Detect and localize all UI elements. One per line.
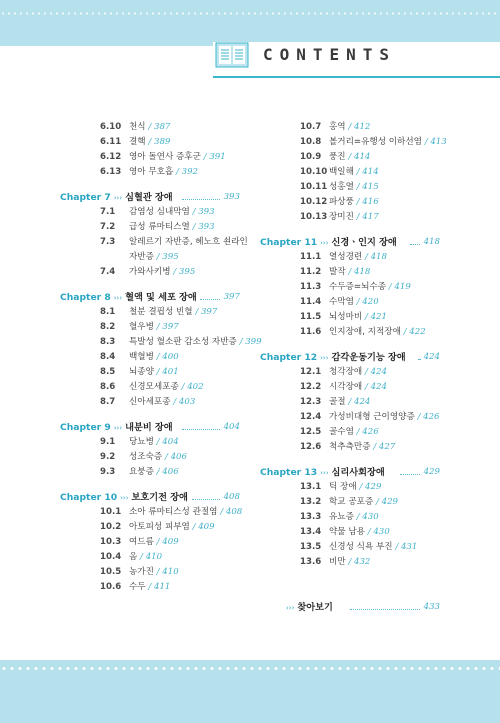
toc-entry[interactable]: 12.3 골절 / 424: [260, 395, 440, 410]
toc-entry[interactable]: 6.12 영아 돌연사 증후군 / 391: [60, 150, 240, 165]
toc-entry[interactable]: 12.6 척추측만증 / 427: [260, 440, 440, 455]
entry-title: 알레르기 자반증, 헤노흐 쇤라인: [129, 237, 248, 247]
index-heading[interactable]: ››› 찾아보기 433: [286, 602, 440, 613]
toc-entry[interactable]: 7.2 급성 류마티스열 / 393: [60, 220, 240, 235]
toc-entry[interactable]: 8.3 특발성 혈소판 감소성 자반증 / 399: [60, 335, 240, 350]
toc-left-column: [60, 120, 262, 595]
toc-entry[interactable]: 12.1 청각장애 / 424: [260, 365, 440, 380]
toc-entry[interactable]: 11.6 인지장애, 지적장애 / 422: [260, 325, 440, 340]
entry-page: 421: [370, 312, 387, 322]
entry-number: 13.1: [300, 482, 322, 492]
entry-page: 415: [362, 182, 379, 192]
leader-dots: [192, 499, 220, 500]
entry-page: 402: [187, 382, 204, 392]
entry-number: 8.3: [100, 337, 116, 347]
entry-number: 8.1: [100, 307, 116, 317]
entry-number: 12.2: [300, 382, 322, 392]
index-page: 433: [423, 602, 440, 612]
entry-number: 8.5: [100, 367, 116, 377]
entry-title: 수두증=뇌수종: [329, 282, 387, 292]
entry-number: 8.2: [100, 322, 116, 332]
entry-page: 416: [362, 197, 379, 207]
entry-page: 420: [362, 297, 379, 307]
entry-page: 392: [181, 167, 199, 177]
entry-page: 432: [353, 557, 371, 567]
toc-entry[interactable]: 10.1 소아 류마티스성 관절염 / 408: [60, 505, 240, 520]
toc-entry-continued[interactable]: 자반증 / 395: [129, 252, 179, 262]
chapter-label: Chapter 9: [60, 422, 111, 433]
entry-title: 골수염: [329, 427, 354, 437]
toc-entry[interactable]: 10.11 성홍열 / 415: [260, 180, 440, 195]
page-title: CONTENTS: [263, 45, 397, 64]
entry-page: 424: [353, 397, 371, 407]
entry-page: 408: [225, 507, 243, 517]
toc-entry[interactable]: 9.3 요붕증 / 406: [60, 465, 240, 480]
entry-number: 11.3: [300, 282, 322, 292]
toc-entry[interactable]: 10.7 홍역 / 412: [260, 120, 440, 135]
entry-page: 424: [370, 367, 387, 377]
entry-title: 수두: [129, 582, 146, 592]
entry-title: 발작: [329, 267, 346, 277]
toc-entry[interactable]: 7.1 감염성 심내막염 / 393: [60, 205, 240, 220]
chapter-label: Chapter 11: [260, 237, 318, 248]
entry-number: 7.3: [100, 237, 116, 247]
toc-entry[interactable]: 11.5 뇌성마비 / 421: [260, 310, 440, 325]
entry-number: 12.3: [300, 397, 322, 407]
entry-page: 418: [370, 252, 387, 262]
entry-page: 426: [423, 412, 440, 422]
entry-number: 10.7: [300, 122, 322, 132]
chapter-title: 심혈관 장애: [125, 192, 173, 203]
entry-title: 유뇨증: [329, 512, 354, 522]
entry-title: 열성경련: [329, 252, 363, 262]
entry-title: 홍역: [329, 122, 346, 132]
chapter-heading[interactable]: Chapter 10 ››› 보호기전 장애 408: [60, 492, 240, 503]
chapter-label: Chapter 13: [260, 467, 318, 478]
entry-page: 414: [353, 152, 371, 162]
entry-title: 영아 무호흡: [129, 167, 174, 177]
entry-number: 8.4: [100, 352, 116, 362]
leader-dots: [350, 609, 420, 610]
entry-title: 장미진: [329, 212, 354, 222]
entry-number: 10.6: [100, 582, 122, 592]
chapter-heading[interactable]: Chapter 11 ››› 신경ㆍ인지 장애 418: [260, 237, 440, 248]
entry-page: 419: [394, 282, 411, 292]
entry-number: 7.2: [100, 222, 116, 232]
entry-title: 요붕증: [129, 467, 154, 477]
entry-number: 11.2: [300, 267, 322, 277]
toc-entry[interactable]: 10.3 여드름 / 409: [60, 535, 240, 550]
entry-number: 12.1: [300, 367, 322, 377]
entry-number: 13.3: [300, 512, 322, 522]
entry-page: 389: [153, 137, 171, 147]
entry-title: 청각장애: [329, 367, 363, 377]
toc-entry[interactable]: 13.3 유뇨증 / 430: [260, 510, 440, 525]
leader-dots: [200, 299, 220, 300]
entry-number: 10.10: [300, 167, 328, 177]
chapter-title: 감각운동기능 장애: [331, 352, 406, 363]
entry-title: 옴: [129, 552, 138, 562]
entry-page: 414: [362, 167, 379, 177]
entry-number: 12.5: [300, 427, 322, 437]
toc-entry[interactable]: 10.5 농가진 / 410: [60, 565, 240, 580]
entry-title: 여드름: [129, 537, 154, 547]
toc-entry[interactable]: 8.1 철분 결핍성 빈혈 / 397: [60, 305, 240, 320]
toc-entry[interactable]: 11.1 열성경련 / 418: [260, 250, 440, 265]
toc-entry[interactable]: 11.4 수막염 / 420: [260, 295, 440, 310]
toc-entry[interactable]: 13.2 학교 공포증 / 429: [260, 495, 440, 510]
chapter-title: 혈액 및 세포 장애: [125, 292, 197, 303]
entry-number: 11.6: [300, 327, 322, 337]
chapter-label: Chapter 10: [60, 492, 118, 503]
toc-entry[interactable]: 6.11 결핵 / 389: [60, 135, 240, 150]
entry-page: 429: [365, 482, 382, 492]
entry-page: 397: [200, 307, 218, 317]
entry-title: 뇌종양: [129, 367, 154, 377]
entry-page: 411: [153, 582, 171, 592]
toc-entry[interactable]: 8.2 혈우병 / 397: [60, 320, 240, 335]
entry-title: 약물 남용: [329, 527, 365, 537]
entry-number: 10.13: [300, 212, 328, 222]
entry-number: 11.5: [300, 312, 322, 322]
toc-entry[interactable]: 10.8 볼거리=유행성 이하선염 / 413: [260, 135, 440, 150]
bottom-band-dots: [0, 666, 500, 671]
entry-title: 인지장애, 지적장애: [329, 327, 401, 337]
entry-number: 9.2: [100, 452, 116, 462]
toc-entry[interactable]: 8.5 뇌종양 / 401: [60, 365, 240, 380]
entry-page: 391: [209, 152, 226, 162]
entry-page: 417: [362, 212, 379, 222]
entry-page: 413: [430, 137, 447, 147]
entry-number: 9.1: [100, 437, 116, 447]
toc-entry[interactable]: 8.7 신아세포종 / 403: [60, 395, 240, 410]
toc-entry[interactable]: 10.4 옴 / 410: [60, 550, 240, 565]
toc-entry[interactable]: 8.6 신경모세포종 / 402: [60, 380, 240, 395]
toc-entry[interactable]: 9.2 성조숙증 / 406: [60, 450, 240, 465]
entry-number: 10.1: [100, 507, 122, 517]
entry-number: 13.5: [300, 542, 322, 552]
chapter-heading[interactable]: Chapter 9 ››› 내분비 장애 404: [60, 422, 240, 433]
entry-number: 10.12: [300, 197, 328, 207]
entry-number: 6.12: [100, 152, 122, 162]
entry-number: 13.2: [300, 497, 322, 507]
entry-page: 395: [162, 252, 179, 262]
toc-entry[interactable]: 12.2 시각장애 / 424: [260, 380, 440, 395]
entry-page: 401: [162, 367, 179, 377]
chapter-page: 397: [223, 292, 240, 302]
entry-title: 풍진: [329, 152, 346, 162]
entry-number: 6.13: [100, 167, 122, 177]
toc-entry[interactable]: 10.9 풍진 / 414: [260, 150, 440, 165]
entry-page: 430: [373, 527, 390, 537]
chapter-label: Chapter 8: [60, 292, 111, 303]
chapter-page: 429: [423, 467, 440, 477]
entry-number: 6.11: [100, 137, 122, 147]
chapter-title: 심리사회장애: [331, 467, 385, 478]
entry-page: 424: [370, 382, 387, 392]
entry-number: 10.3: [100, 537, 122, 547]
entry-title: 가성비대형 근이영양증: [329, 412, 415, 422]
entry-number: 13.4: [300, 527, 322, 537]
chapter-heading[interactable]: Chapter 7 ››› 심혈관 장애 393: [60, 192, 240, 203]
entry-title: 특발성 혈소판 감소성 자반증: [129, 337, 237, 347]
entry-page: 431: [400, 542, 418, 552]
entry-title: 급성 류마티스열: [129, 222, 190, 232]
entry-number: 12.4: [300, 412, 322, 422]
chapter-page: 418: [423, 237, 440, 247]
entry-title: 신경성 식욕 부진: [329, 542, 393, 552]
entry-title: 가와사키병: [129, 267, 171, 277]
entry-title: 골절: [329, 397, 346, 407]
toc-entry[interactable]: 12.5 골수염 / 426: [260, 425, 440, 440]
toc-entry[interactable]: 13.5 신경성 식욕 부진 / 431: [260, 540, 440, 555]
entry-number: 8.6: [100, 382, 116, 392]
toc-entry[interactable]: 13.6 비만 / 432: [260, 555, 440, 570]
entry-page: 393: [198, 207, 215, 217]
chapter-page: 408: [223, 492, 240, 502]
toc-entry[interactable]: 10.13 장미진 / 417: [260, 210, 440, 225]
leader-dots: [182, 429, 220, 430]
entry-title: 신경모세포종: [129, 382, 179, 392]
entry-title: 학교 공포증: [329, 497, 374, 507]
entry-number: 6.10: [100, 122, 122, 132]
toc-entry[interactable]: 11.2 발작 / 418: [260, 265, 440, 280]
entry-page: 418: [353, 267, 371, 277]
entry-title: 감염성 심내막염: [129, 207, 190, 217]
entry-page: 427: [378, 442, 396, 452]
leader-dots: [418, 359, 420, 360]
entry-title: 혈우병: [129, 322, 154, 332]
entry-number: 7.1: [100, 207, 116, 217]
chapter-title: 보호기전 장애: [131, 492, 188, 503]
entry-title: 시각장애: [329, 382, 363, 392]
entry-title: 결핵: [129, 137, 146, 147]
toc-entry[interactable]: 10.10 백일해 / 414: [260, 165, 440, 180]
entry-number: 7.4: [100, 267, 116, 277]
entry-number: 8.7: [100, 397, 116, 407]
entry-page: 397: [162, 322, 179, 332]
top-decor-band: [0, 0, 500, 46]
entry-page: 430: [362, 512, 379, 522]
chapter-heading[interactable]: Chapter 8 ››› 혈액 및 세포 장애 397: [60, 292, 240, 303]
entry-title: 파상풍: [329, 197, 354, 207]
entry-title: 백일해: [329, 167, 354, 177]
index-title: 찾아보기: [297, 602, 333, 613]
entry-number: 10.9: [300, 152, 322, 162]
entry-page: 404: [162, 437, 179, 447]
entry-number: 11.1: [300, 252, 322, 262]
chapter-title: 신경ㆍ인지 장애: [331, 237, 397, 248]
entry-title: 백혈병: [129, 352, 154, 362]
toc-entry[interactable]: 13.1 틱 장애 / 429: [260, 480, 440, 495]
toc-entry[interactable]: 8.4 백혈병 / 400: [60, 350, 240, 365]
entry-number: 12.6: [300, 442, 322, 452]
contents-header: [213, 42, 500, 78]
entry-page: 399: [245, 337, 262, 347]
entry-title: 수막염: [329, 297, 354, 307]
entry-number: 9.3: [100, 467, 116, 477]
entry-page: 429: [381, 497, 399, 507]
entry-title: 철분 결핍성 빈혈: [129, 307, 193, 317]
leader-dots: [410, 244, 420, 245]
entry-title: 당뇨병: [129, 437, 154, 447]
entry-title: 영아 돌연사 증후군: [129, 152, 201, 162]
entry-page: 412: [353, 122, 371, 132]
entry-title: 성홍열: [329, 182, 354, 192]
toc-entry[interactable]: 6.10 천식 / 387: [60, 120, 240, 135]
entry-title: 비만: [329, 557, 346, 567]
toc-entry[interactable]: 10.6 수두 / 411: [60, 580, 240, 595]
entry-page: 406: [162, 467, 179, 477]
entry-title: 소아 류마티스성 관절염: [129, 507, 218, 517]
bottom-decor-band: [0, 660, 500, 723]
entry-page: 393: [198, 222, 215, 232]
leader-dots: [182, 199, 220, 200]
toc-entry[interactable]: 6.13 영아 무호흡 / 392: [60, 165, 240, 180]
open-book-icon: [215, 42, 249, 68]
top-band-dots: [0, 12, 500, 15]
entry-page: 422: [409, 327, 426, 337]
chapter-page: 424: [423, 352, 440, 362]
leader-dots: [400, 474, 420, 475]
entry-page: 409: [198, 522, 215, 532]
entry-page: 426: [362, 427, 379, 437]
entry-page: 400: [162, 352, 179, 362]
entry-number: 10.4: [100, 552, 122, 562]
entry-title: 틱 장애: [329, 482, 357, 492]
chapter-page: 393: [223, 192, 240, 202]
toc-entry[interactable]: 10.2 아토피성 피부염 / 409: [60, 520, 240, 535]
entry-title: 신아세포종: [129, 397, 171, 407]
toc-entry[interactable]: [60, 235, 248, 250]
entry-title: 아토피성 피부염: [129, 522, 190, 532]
chapter-heading[interactable]: Chapter 13 ››› 심리사회장애 429: [260, 467, 440, 478]
entry-title: 농가진: [129, 567, 154, 577]
entry-title: 천식: [129, 122, 146, 132]
entry-number: 10.5: [100, 567, 122, 577]
entry-title: 자반증: [129, 252, 154, 262]
chapter-heading[interactable]: Chapter 12 ››› 감각운동기능 장애 424: [260, 352, 440, 363]
entry-title: 볼거리=유행성 이하선염: [329, 137, 422, 147]
entry-page: 410: [145, 552, 163, 562]
entry-number: 11.4: [300, 297, 322, 307]
toc-entry[interactable]: 10.12 파상풍 / 416: [260, 195, 440, 210]
entry-page: 403: [178, 397, 196, 407]
chapter-page: 404: [223, 422, 240, 432]
entry-page: 406: [170, 452, 187, 462]
chapter-title: 내분비 장애: [125, 422, 173, 433]
entry-page: 410: [162, 567, 179, 577]
chapter-label: Chapter 7: [60, 192, 111, 203]
entry-number: 10.11: [300, 182, 328, 192]
entry-page: 387: [153, 122, 171, 132]
toc-entry[interactable]: 11.3 수두증=뇌수종 / 419: [260, 280, 440, 295]
entry-page: 409: [162, 537, 179, 547]
chapter-label: Chapter 12: [260, 352, 318, 363]
entry-number: 10.8: [300, 137, 322, 147]
toc-entry[interactable]: 7.4 가와사키병 / 395: [60, 265, 240, 280]
entry-title: 성조숙증: [129, 452, 163, 462]
toc-entry[interactable]: 12.4 가성비대형 근이영양증 / 426: [260, 410, 440, 425]
entry-number: 13.6: [300, 557, 322, 567]
toc-right-column: [260, 120, 447, 615]
entry-page: 395: [178, 267, 196, 277]
toc-entry[interactable]: 9.1 당뇨병 / 404: [60, 435, 240, 450]
entry-number: 10.2: [100, 522, 122, 532]
toc-entry[interactable]: 13.4 약물 남용 / 430: [260, 525, 440, 540]
entry-title: 척추측만증: [329, 442, 371, 452]
entry-title: 뇌성마비: [329, 312, 363, 322]
